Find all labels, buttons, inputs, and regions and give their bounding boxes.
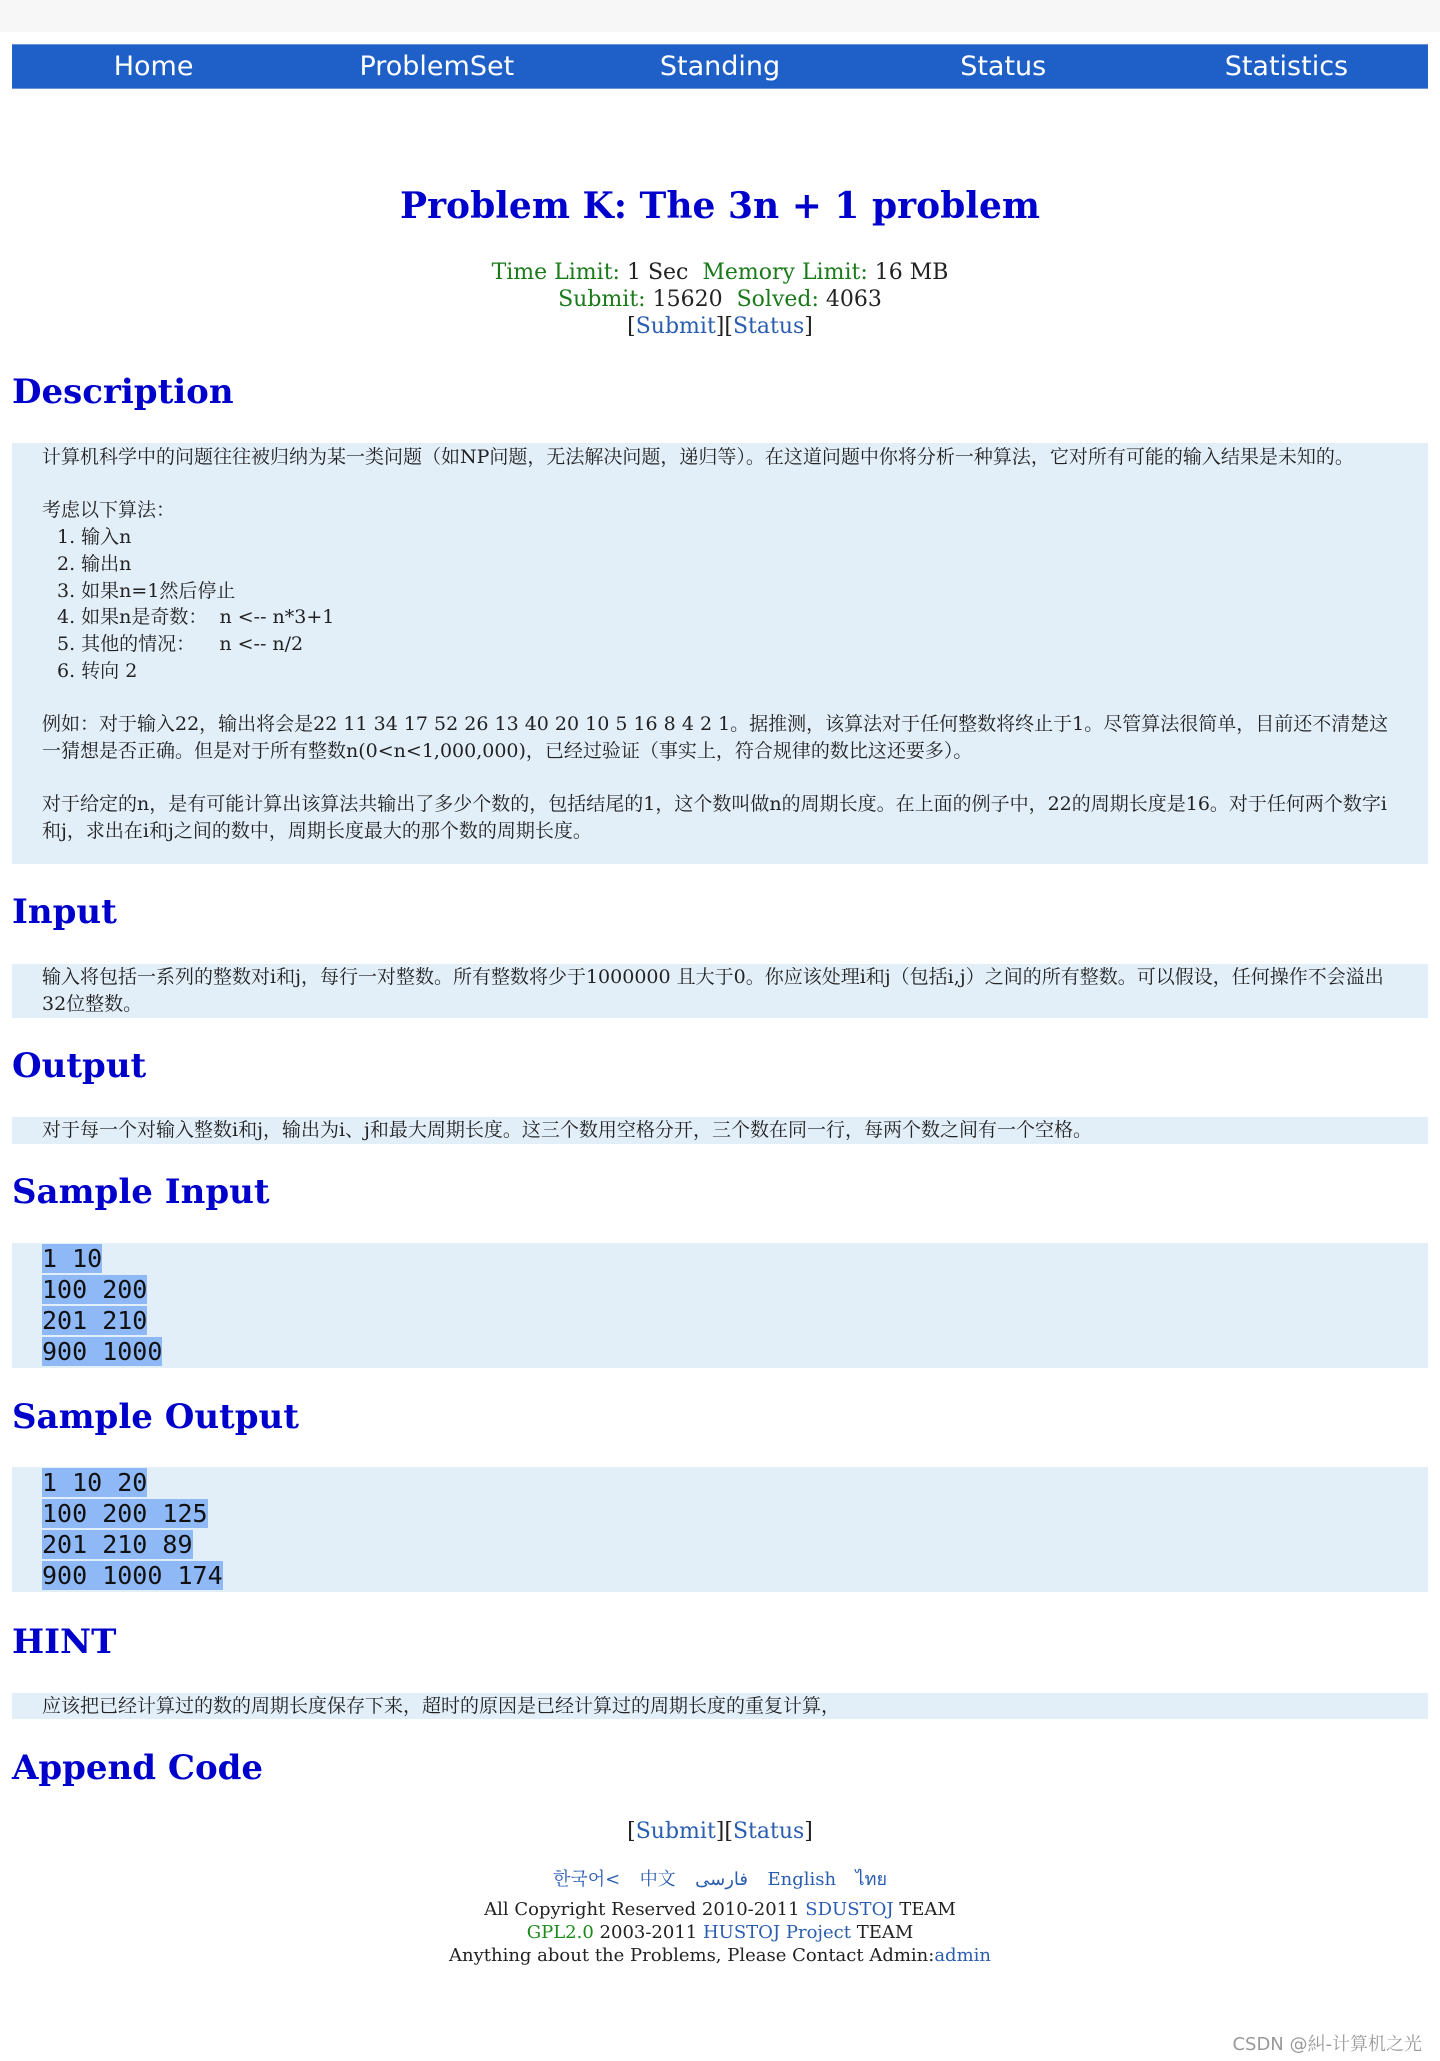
lang-korean[interactable]: 한국어< [552, 1869, 621, 1890]
status-link[interactable]: Status [732, 314, 805, 339]
hint-text: 应该把已经计算过的数的周期长度保存下来，超时的原因是已经计算过的周期长度的重复计算， [42, 1695, 841, 1717]
solved-count: 4063 [825, 287, 882, 312]
append-code-heading: Append Code [12, 1748, 264, 1788]
sample-input-line: 201 210 [42, 1306, 148, 1335]
license-team: TEAM [850, 1922, 914, 1943]
page-title: Problem K: The 3n + 1 problem [400, 185, 1040, 227]
input-text: 输入将包括一系列的整数对i和j，每行一对整数。所有整数将少于1000000 且大于0。你应该处理i和j（包括i,j）之间的所有整数。可以假设，任何操作不会溢出32位整数。 [42, 966, 1384, 1015]
description-para: 例如：对于输入22，输出将会是22 11 34 17 52 26 13 40 20 10 5 16 8 4 2 1。据推测，该算法对于任何整数将终止于1。尽管算法很简单，目前还不清楚这一猜想是否正确。但是对于所有整数n(0<n<1,000,000)，已经过验证（事实上，符合规律的数比这还要多）。 [42, 713, 1389, 762]
time-limit-value: 1 Sec [626, 260, 689, 285]
input-heading: Input [12, 892, 117, 932]
copyright-text: All Copyright Reserved 2010-2011 [484, 1899, 806, 1920]
submit-count-label: Submit: [558, 287, 646, 312]
sample-output-line: 100 200 125 [42, 1499, 208, 1528]
sample-input-line: 1 10 [42, 1244, 103, 1273]
submit-link[interactable]: Submit [635, 314, 716, 339]
nav-status[interactable]: Status [960, 51, 1047, 82]
nav-problemset[interactable]: ProblemSet [359, 51, 515, 82]
sample-output-heading: Sample Output [12, 1397, 299, 1437]
output-text: 对于每一个对输入整数i和j，输出为i、j和最大周期长度。这三个数用空格分开，三个数在同一行，每两个数之间有一个空格。 [42, 1119, 1092, 1141]
lang-thai[interactable]: ไทย [855, 1869, 887, 1890]
language-links [0, 1868, 1440, 1891]
bottom-submit-link[interactable]: Submit [635, 1819, 716, 1844]
algorithm-step: 3. 如果n=1然后停止 [57, 579, 236, 602]
description-para: 计算机科学中的问题往往被归纳为某一类问题（如NP问题，无法解决问题，递归等）。在这道问题中你将分析一种算法，它对所有可能的输入结果是未知的。 [42, 446, 1354, 468]
output-heading: Output [12, 1046, 147, 1086]
csdn-watermark: CSDN @糾-计算机之光 [1232, 2034, 1422, 2055]
nav-home[interactable]: Home [113, 51, 194, 82]
algorithm-step: 1. 输入n [57, 526, 132, 549]
algorithm-step: 5. 其他的情况： n <-- n/2 [57, 632, 304, 655]
sample-output-line: 201 210 89 [42, 1530, 193, 1559]
lang-english[interactable]: English [767, 1869, 837, 1890]
limits-line [0, 259, 1440, 286]
memory-limit-value: 16 MB [874, 260, 949, 285]
description-para: 对于给定的n，是有可能计算出该算法共输出了多少个数的，包括结尾的1，这个数叫做n的周期长度。在上面的例子中，22的周期长度是16。对于任何两个数字i和j，求出在i和j之间的数中，周期长度最大的那个数的周期长度。 [42, 793, 1387, 842]
description-box [12, 443, 1428, 864]
algorithm-step: 2. 输出n [57, 552, 132, 575]
main-nav [12, 44, 1428, 89]
copyright-line [0, 1898, 1440, 1921]
hint-heading: HINT [12, 1622, 117, 1662]
sample-input-line: 100 200 [42, 1275, 148, 1304]
bottom-status-link[interactable]: Status [732, 1819, 805, 1844]
bottom-links: [Submit][Status] [627, 1819, 813, 1844]
description-para: 考虑以下算法： [42, 499, 176, 522]
lang-persian[interactable]: فارسی [695, 1869, 749, 1890]
time-limit-label: Time Limit: [491, 260, 620, 285]
algorithm-step: 6. 转向 2 [57, 659, 138, 682]
contact-text: Anything about the Problems, Please Contact Admin: [449, 1945, 935, 1966]
output-box [12, 1117, 1428, 1144]
browser-top-strip [0, 0, 1440, 32]
sample-input-heading: Sample Input [12, 1172, 270, 1212]
admin-link[interactable]: admin [934, 1945, 991, 1966]
gpl-link[interactable]: GPL2.0 [526, 1922, 594, 1943]
license-years: 2003-2011 [593, 1922, 703, 1943]
submit-count: 15620 [652, 287, 723, 312]
solved-count-label: Solved: [736, 287, 819, 312]
sample-input-line: 900 1000 [42, 1337, 163, 1366]
nav-standing[interactable]: Standing [659, 51, 781, 82]
copyright-team: TEAM [893, 1899, 956, 1920]
license-line [0, 1921, 1440, 1944]
sample-output-line: 1 10 20 [42, 1468, 148, 1497]
stats-line [0, 286, 1440, 313]
description-heading: Description [12, 372, 234, 412]
top-links: [Submit][Status] [627, 314, 813, 339]
memory-limit-label: Memory Limit: [702, 260, 868, 285]
hustoj-link[interactable]: HUSTOJ Project [702, 1922, 851, 1943]
hint-box [12, 1693, 1428, 1719]
algorithm-step: 4. 如果n是奇数： n <-- n*3+1 [57, 606, 335, 629]
nav-statistics[interactable]: Statistics [1224, 51, 1349, 82]
lang-chinese[interactable]: 中文 [639, 1869, 676, 1890]
sample-input-box[interactable] [12, 1243, 1428, 1368]
sdustoj-link[interactable]: SDUSTOJ [805, 1899, 894, 1920]
sample-output-line: 900 1000 174 [42, 1561, 223, 1590]
input-box [12, 964, 1428, 1018]
contact-line [0, 1944, 1440, 1967]
sample-output-box[interactable] [12, 1467, 1428, 1592]
